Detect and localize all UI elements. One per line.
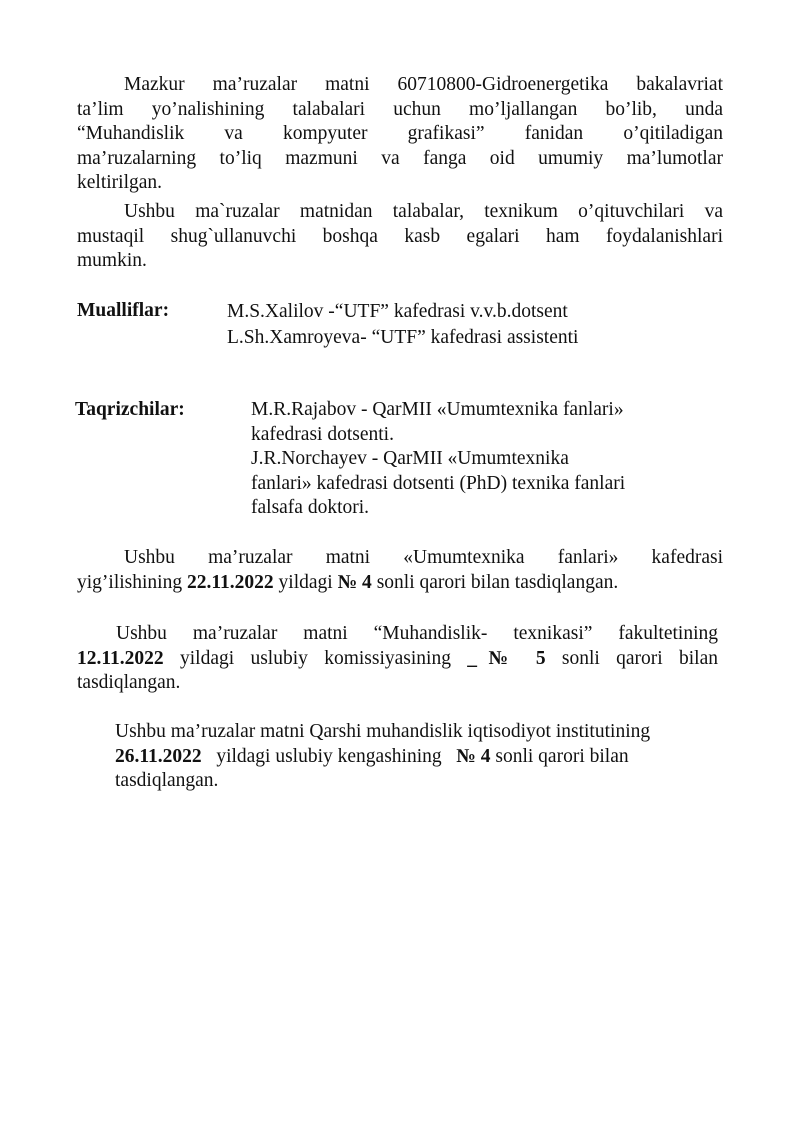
intro-p1-line: keltirilgan. bbox=[77, 172, 163, 193]
approval-faculty-line2 bbox=[77, 647, 718, 672]
approval-council-line3: tasdiqlangan. bbox=[115, 770, 219, 791]
intro-p2-line: Ushbu ma`ruzalar matnidan talabalar, texnikum o’qituvchilari va bbox=[124, 201, 723, 222]
approval-faculty-text: yildagi uslubiy komissiyasining bbox=[163, 647, 468, 669]
approval-faculty-date: 12.11.2022 bbox=[77, 647, 164, 669]
reviewer-line: J.R.Norchayev - QarMII «Umumtexnika bbox=[251, 448, 569, 469]
reviewer-line: falsafa doktori. bbox=[251, 497, 370, 518]
approval-department-text: yildagi bbox=[273, 571, 338, 593]
approval-department-line1: Ushbu ma’ruzalar matni «Umumtexnika fanlari» kafedrasi bbox=[124, 547, 723, 568]
authors-label: Mualliflar: bbox=[77, 300, 170, 321]
approval-council-text: sonli qarori bilan bbox=[490, 745, 629, 767]
approval-department-date: 22.11.2022 bbox=[186, 571, 274, 593]
approval-faculty bbox=[77, 622, 718, 696]
intro-paragraph-2 bbox=[77, 200, 723, 274]
intro-p1-line: “Muhandislik va kompyuter grafikasi” fanidan o’qitiladigan bbox=[77, 123, 723, 144]
reviewers-label: Taqrizchilar: bbox=[75, 399, 185, 420]
intro-p1-line: Mazkur ma’ruzalar matni 60710800-Gidroenergetika bakalavriat bbox=[124, 74, 723, 95]
reviewer-line: fanlari» kafedrasi dotsenti (PhD) texnika fanlari bbox=[251, 472, 626, 494]
approval-faculty-line3: tasdiqlangan. bbox=[77, 672, 181, 693]
approval-department-number: № 4 bbox=[337, 571, 372, 593]
intro-p2-line: mustaqil shug`ullanuvchi boshqa kasb egalari ham foydalanishlari bbox=[77, 225, 723, 247]
intro-p1-line: ta’lim yo’nalishining talabalari uchun mo’ljallangan bo’lib, unda bbox=[77, 98, 723, 120]
approval-council-date: 26.11.2022 bbox=[115, 745, 202, 767]
reviewer-line: kafedrasi dotsenti. bbox=[251, 423, 394, 445]
reviewer-line: M.R.Rajabov - QarMII «Umumtexnika fanlari» bbox=[251, 399, 624, 420]
approval-faculty-number: _№ 5 bbox=[467, 647, 546, 669]
approval-council-line1: Ushbu ma’ruzalar matni Qarshi muhandislik iqtisodiyot institutining bbox=[115, 721, 651, 742]
approval-faculty-text: sonli qarori bilan bbox=[545, 647, 718, 669]
authors-list bbox=[227, 299, 578, 351]
intro-paragraph-1 bbox=[77, 73, 723, 196]
approval-department-text: sonli qarori bilan tasdiqlangan. bbox=[371, 571, 619, 593]
approval-department-line2 bbox=[77, 571, 723, 596]
intro-p1-line: ma’ruzalarning to’liq mazmuni va fanga oid umumiy ma’lumotlar bbox=[77, 147, 723, 169]
author-item: L.Sh.Xamroyeva- “UTF” kafedrasi assistenti bbox=[227, 327, 579, 348]
author-item: M.S.Xalilov -“UTF” kafedrasi v.v.b.dotsent bbox=[227, 301, 568, 322]
approval-council-text: yildagi uslubiy kengashining bbox=[201, 745, 457, 767]
approval-faculty-line1: Ushbu ma’ruzalar matni “Muhandislik- texnikasi” fakultetining bbox=[116, 623, 718, 644]
approval-council bbox=[115, 720, 650, 794]
reviewers-list bbox=[251, 398, 625, 521]
approval-council-number: № 4 bbox=[456, 745, 491, 767]
intro-p2-line: mumkin. bbox=[77, 250, 147, 271]
approval-department-text: yig’ilishining bbox=[77, 571, 187, 593]
approval-council-line2 bbox=[115, 745, 650, 770]
approval-department bbox=[77, 546, 723, 595]
